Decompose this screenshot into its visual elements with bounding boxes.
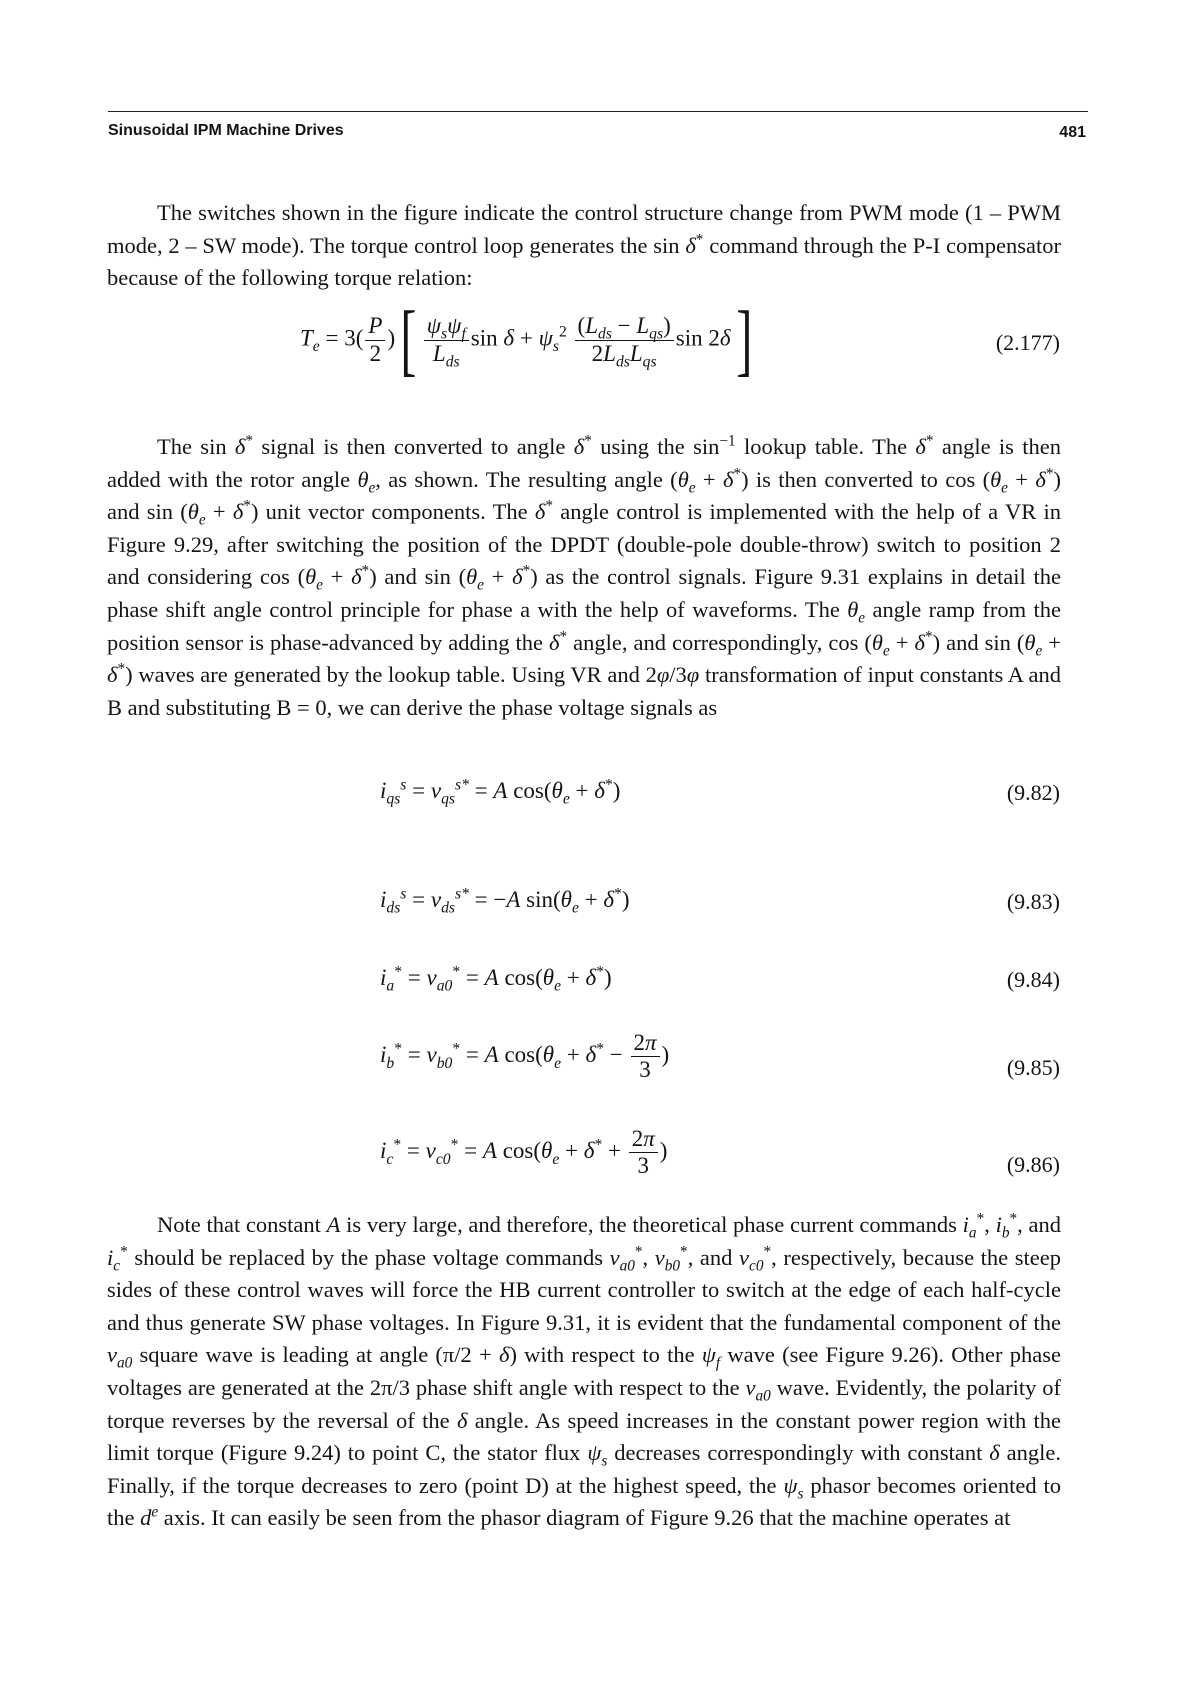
equation-9-83: $i_{ds}^s = v_{ds}^{s*} = -A$ $\sin(\theta_e + \delta^*)$ — [380, 885, 630, 917]
equation-number-9-82: (9.82) — [1006, 780, 1060, 805]
paragraph-1: The switches shown in the figure indicate the control structure change from PWM mode (1 – PWM mode, 2 – SW mode). The torque control loop generates the sin δ* command through the P-I compensator because of the following torque relation: — [107, 200, 1061, 291]
equation-number-2-177: (2.177) — [995, 330, 1060, 355]
equation-9-82: $i_{qs}^s = v_{qs}^{s*} = A$ $\cos(\theta_e + \delta^*)$ — [380, 776, 621, 808]
equation-number-9-84: (9.84) — [1006, 967, 1060, 992]
equation-9-84: $i_a^* = v_{a0}^* = A$ $\cos(\theta_e + \delta^*)$ — [380, 963, 612, 995]
equation-9-85: $i_b^* = v_{b0}^* = A$ $\cos(\theta_e + \delta^*$ − $\frac{2\pi}{3}$ ) — [380, 1030, 670, 1083]
paragraph-3: Note that constant A is very large, and therefore, the theoretical phase current commands $i_a^*$, $i_b^*$, and $i_c^*$ should be replaced by the phase voltage commands $v_{a0}^*$, $v_{b0}^*$, and $v_{c0}^*$, respectively, because the steep sides of these control waves will force the HB current controller to switch at the edge of each half-cycle and thus generate SW phase voltages. In Figure 9.31, it is evident that the fundamental component of the $v_{a0}$ square wave is leading at angle (π/2 + δ) with respect to the $\psi_f$ wave (see Figure 9.26). Other phase voltages are generated at the 2π/3 phase shift angle with respect to the $v_{a0}$ wave. Evidently, the polarity of torque reverses by the reversal of the δ angle. As speed increases in the constant power region with the limit torque (Figure 9.24) to point C, the stator flux $\psi_s$ decreases correspondingly with constant δ angle. Finally, if the torque decreases to zero (point D) at the highest speed, the $\psi_s$ phasor becomes oriented to the $d^e$ axis. It can easily be seen from the phasor diagram of Figure 9.26 that the machine operates at — [107, 1210, 1062, 1531]
equation-2-177: $T_e = 3$( $\frac{P}{2}$ )[ $\frac{\psi_s\psi_f}{L_{ds}}$ $\sin \delta + \psi_s^2$ $\frac{(L_{ds} - L_{qs})}{2L_{ds}L_{qs}}$ sin 2δ] — [300, 296, 752, 384]
page-number: 481 — [1059, 124, 1086, 141]
equation-number-9-85: (9.85) — [1006, 1055, 1060, 1080]
equation-9-86: $i_c^* = v_{c0}^* = A$ $\cos(\theta_e + \delta^*$ + $\frac{2\pi}{3}$ ) — [380, 1126, 668, 1179]
equation-number-9-83: (9.83) — [1006, 889, 1060, 914]
running-title: Sinusoidal IPM Machine Drives — [108, 122, 344, 139]
paragraph-2: The sin δ* signal is then converted to angle δ* using the $\sin^{-1}$ lookup table. The δ* angle is then added with the rotor angle $\theta_e$, as shown. The resulting angle $(\theta_e + \delta^*)$ is then converted to $\cos (\theta_e + \delta^*)$ and $\sin (\theta_e + \delta^*)$ unit vector components. The δ* angle control is implemented with the help of a VR in Figure 9.29, after switching the position of the DPDT (double-pole double-throw) switch to position 2 and considering $\cos (\theta_e + \delta^*)$ and $\sin (\theta_e + \delta^*)$ as the control signals. Figure 9.31 explains in detail the phase shift angle control principle for phase a with the help of waveforms. The $\theta_e$ angle ramp from the position sensor is phase-advanced by adding the δ* angle, and correspondingly, $\cos (\theta_e + \delta^*)$ and $\sin (\theta_e + \delta^*)$ waves are generated by the lookup table. Using VR and 2φ/3φ transformation of input constants A and B and substituting B = 0, we can derive the phase voltage signals as — [107, 432, 1061, 720]
header-rule — [108, 111, 1088, 112]
equation-number-9-86: (9.86) — [1006, 1152, 1060, 1177]
